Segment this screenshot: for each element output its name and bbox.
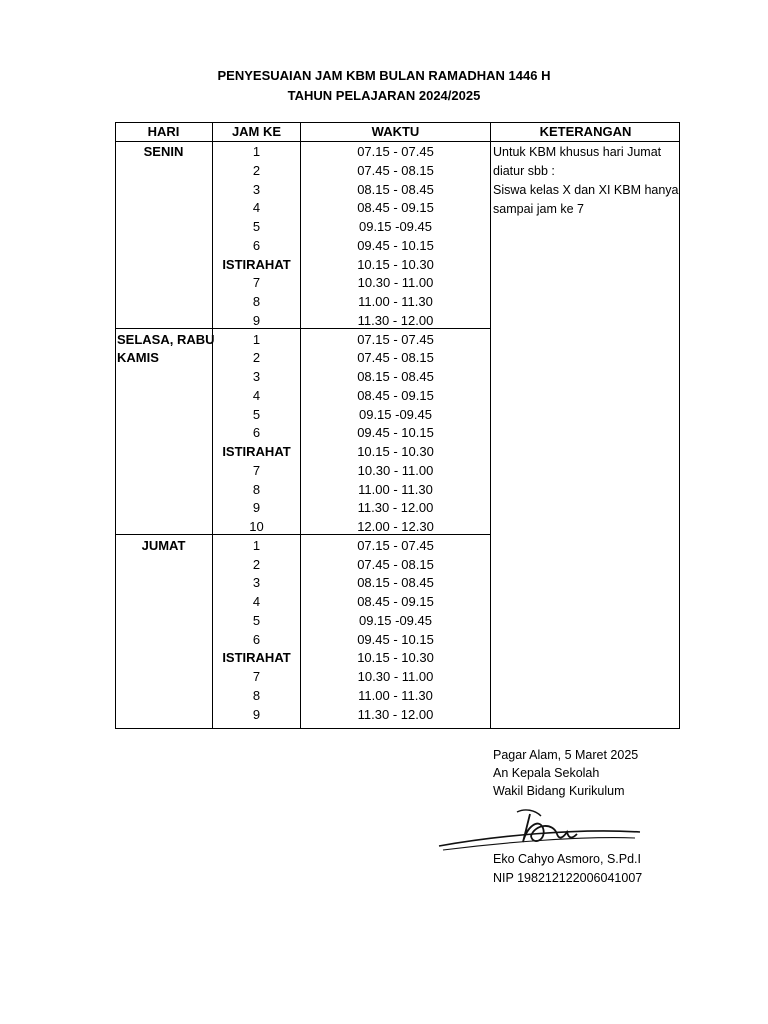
period-number: 3 [252,181,261,197]
period-time: 07.15 - 07.45 [357,144,434,159]
period-time: 07.15 - 07.45 [357,331,434,347]
period-time: 11.30 - 12.00 [357,312,434,328]
period-time: 11.30 - 12.00 [357,500,434,516]
period-time: 07.15 - 07.45 [357,537,434,553]
signature-place-date: Pagar Alam, 5 Maret 2025 [493,748,639,762]
period-time: 12.00 - 12.30 [357,519,434,534]
signature-name: Eko Cahyo Asmoro, S.Pd.I [493,852,641,866]
period-number: 6 [252,631,261,647]
signature-nip: NIP 198212122006041007 [493,871,643,885]
day-name: KAMIS [117,350,159,366]
period-number: 5 [252,406,261,422]
period-time: 11.00 - 11.30 [358,687,433,703]
period-number: 3 [252,575,261,591]
signature-position: Wakil Bidang Kurikulum [493,784,625,798]
header-jam-ke: JAM KE [231,124,282,139]
period-time: 08.45 - 09.15 [357,387,434,403]
period-time: 08.45 - 09.15 [357,594,434,609]
document-title: PENYESUAIAN JAM KBM BULAN RAMADHAN 1446 H [217,68,551,83]
period-time: 11.00 - 11.30 [358,294,433,309]
period-number: 6 [252,425,261,441]
period-number: 5 [252,612,261,628]
period-time: 09.15 -09.45 [358,612,432,628]
period-number: 8 [252,687,261,703]
period-number: 2 [252,350,261,366]
period-number: 7 [252,669,261,684]
period-time: 10.30 - 11.00 [357,462,434,478]
table-border-right [679,122,680,729]
period-number: 9 [252,312,261,328]
header-hari: HARI [147,124,180,139]
period-number: 4 [252,387,261,403]
period-time: 08.15 - 08.45 [357,181,434,197]
period-number: 2 [252,162,261,178]
day-name: SELASA, RABU [117,331,215,347]
keterangan-line: diatur sbb : [493,164,555,178]
keterangan-line: Siswa kelas X dan XI KBM hanya [493,183,679,197]
header-keterangan: KETERANGAN [539,124,632,139]
period-number: 6 [252,237,261,253]
period-number: 1 [252,537,261,553]
signature-on-behalf: An Kepala Sekolah [493,766,600,780]
period-number: 5 [252,219,261,234]
period-time: 10.15 - 10.30 [357,256,434,272]
period-number: 8 [252,481,261,497]
period-time: 09.45 - 10.15 [357,631,434,647]
day-name: SENIN [143,144,184,159]
period-number: 2 [252,556,261,572]
document-subtitle: TAHUN PELAJARAN 2024/2025 [287,88,481,103]
period-number: 3 [252,369,261,384]
period-time: 10.15 - 10.30 [357,444,434,459]
period-time: 07.45 - 08.15 [357,162,434,178]
period-time: 09.15 -09.45 [358,406,432,422]
period-time: 08.15 - 08.45 [357,369,434,384]
period-time: 09.45 - 10.15 [357,425,434,441]
break-label: ISTIRAHAT [222,256,291,272]
period-number: 4 [252,200,261,216]
period-time: 07.45 - 08.15 [357,350,434,366]
header-waktu: WAKTU [371,124,420,139]
period-number: 9 [252,500,261,516]
schedule-table [115,122,680,729]
period-number: 7 [252,275,261,291]
table-border-left [115,122,116,729]
period-number: 8 [252,294,261,309]
period-time: 10.30 - 11.00 [357,669,434,684]
break-label: ISTIRAHAT [222,650,291,666]
day-name: JUMAT [141,537,186,553]
keterangan-line: Untuk KBM khusus hari Jumat [493,145,662,159]
break-label: ISTIRAHAT [222,444,291,459]
period-time: 07.45 - 08.15 [357,556,434,572]
period-time: 10.15 - 10.30 [357,650,434,666]
table-border-bottom [115,728,680,729]
period-number: 10 [249,519,264,534]
period-time: 08.15 - 08.45 [357,575,434,591]
period-time: 11.30 - 12.00 [357,706,434,722]
period-number: 4 [252,594,261,609]
period-number: 1 [252,331,261,347]
period-number: 9 [252,706,261,722]
period-time: 08.45 - 09.15 [357,200,434,216]
column-divider [490,122,491,729]
keterangan-line: sampai jam ke 7 [493,202,585,216]
period-time: 10.30 - 11.00 [357,275,434,291]
period-time: 11.00 - 11.30 [358,481,433,497]
period-number: 7 [252,462,261,478]
period-time: 09.45 - 10.15 [357,237,434,253]
period-time: 09.15 -09.45 [358,219,432,234]
period-number: 1 [252,144,261,159]
